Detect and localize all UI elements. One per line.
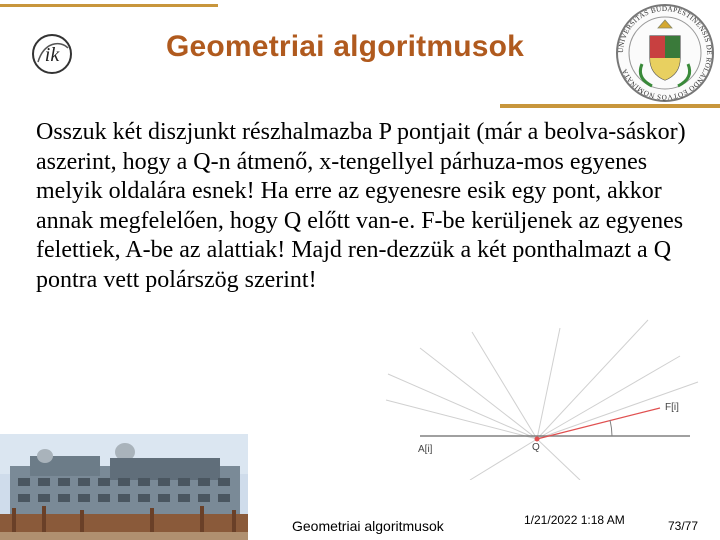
- angle-arc: [610, 420, 612, 436]
- top-accent-rule: [0, 4, 218, 7]
- footer-title: Geometriai algoritmusok: [292, 518, 444, 534]
- footer-date: 1/21/2022 1:18 AM: [524, 513, 625, 527]
- polar-angle-diagram: [380, 300, 720, 480]
- seal-text: UNIVERSITAS BUDAPESTINENSIS DE ROLANDO EÖTVÖS NOMINATA: [616, 4, 714, 102]
- footer-page-number: 73/77: [668, 519, 699, 533]
- campus-building-photo: [0, 434, 248, 540]
- slide-body-text: Osszuk két diszjunkt részhalmazba P pontjait (már a beolva-sáskor) aszerint, hogy a Q-n átmenő, x-tengellyel párhuza-mos egyenes melyik oldalára esnek! Ha erre az egyenesre esik egy pont, akkor annak megfelelően, hogy Q előtt van-e. F-be kerüljenek az egyenes felettiek, A-be az alattiak! Majd ren-dezzük a két ponthalmazt a Q pontra vett polárszög szerint!: [36, 119, 686, 293]
- label-a: A[i]: [418, 444, 433, 455]
- q-point: [535, 437, 540, 442]
- ray-lines: [386, 320, 698, 480]
- ik-logo-icon: [30, 32, 74, 76]
- label-q: Q: [532, 442, 540, 453]
- elte-seal-icon: [612, 0, 718, 106]
- slide-title: Geometriai algoritmusok: [165, 30, 525, 63]
- f-point-ray: [537, 408, 660, 439]
- right-accent-rule: [500, 104, 720, 108]
- ik-logo-text: ik: [44, 44, 60, 66]
- label-f: F[i]: [665, 402, 679, 413]
